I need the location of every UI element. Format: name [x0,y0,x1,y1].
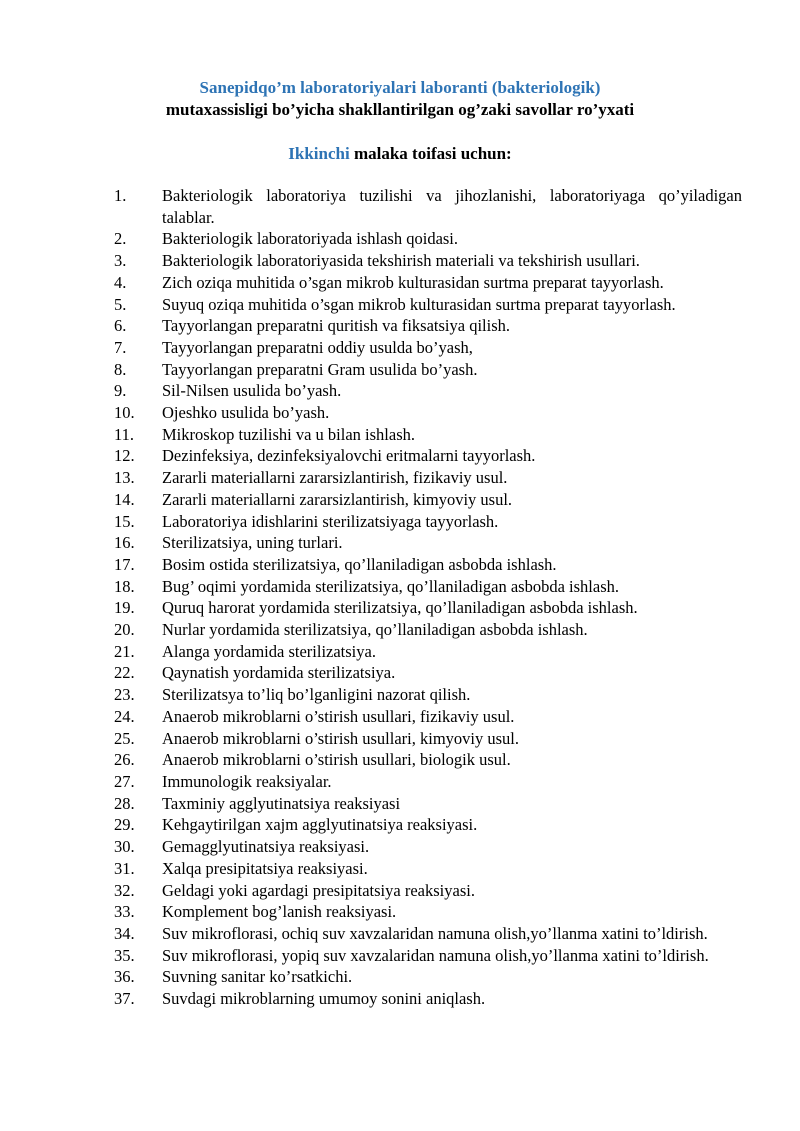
list-item-text: Suv mikroflorasi, yopiq suv xavzalaridan namuna olish,yo’llanma xatini to’ldirish. [162,945,709,965]
list-item [0,489,800,511]
list-item-number: 13. [114,468,135,488]
list-item [0,250,800,272]
category-heading-highlight: Ikkinchi [288,144,350,163]
list-item-number: 29. [114,815,135,835]
list-item [0,359,800,381]
list-item-text: Bosim ostida sterilizatsiya, qo’llaniladigan asbobda ishlash. [162,554,557,574]
list-item [0,337,800,359]
list-item-text: Zararli materiallarni zararsizlantirish, fizikaviy usul. [162,468,508,488]
list-item-text: Suvning sanitar ko’rsatkichi. [162,967,353,987]
list-item [0,641,800,663]
list-item [0,793,800,815]
list-item [0,662,800,684]
list-item-number: 15. [114,511,135,531]
list-item-text: Ojeshko usulida bo’yash. [162,403,330,423]
list-item [0,619,800,641]
list-item-text: Anaerob mikroblarni o’stirish usullari, biologik usul. [162,750,511,770]
list-item-number: 33. [114,902,135,922]
list-item-number: 36. [114,967,135,987]
list-item-text: Sterilizatsya to’liq bo’lganligini nazorat qilish. [162,685,471,705]
list-item [0,294,800,316]
list-item-text: Qaynatish yordamida sterilizatsiya. [162,663,396,683]
list-item [0,228,800,250]
list-item-number: 26. [114,750,135,770]
list-item-text: Kehgaytirilgan xajm agglyutinatsiya reaksiyasi. [162,815,478,835]
list-item [0,880,800,902]
list-item [0,836,800,858]
list-item-number: 23. [114,685,135,705]
list-item [0,684,800,706]
list-item-number: 4. [114,272,127,292]
list-item-number: 31. [114,858,135,878]
list-item-text: Tayyorlangan preparatni quritish va fiksatsiya qilish. [162,316,511,336]
list-item [0,554,800,576]
list-item-number: 35. [114,945,135,965]
list-item [0,185,800,228]
list-item [0,380,800,402]
list-item-text: Bakteriologik laboratoriyasida tekshirish materiali va tekshirish usullari. [162,251,640,271]
list-item [0,424,800,446]
list-item-text: Suv mikroflorasi, ochiq suv xavzalaridan namuna olish,yo’llanma xatini to’ldirish. [162,923,708,943]
list-item-text: Anaerob mikroblarni o’stirish usullari, kimyoviy usul. [162,728,520,748]
category-heading [0,143,800,165]
list-item-number: 12. [114,446,135,466]
list-item-number: 10. [114,403,135,423]
list-item-text: Anaerob mikroblarni o’stirish usullari, fizikaviy usul. [162,706,515,726]
list-item-text: Suyuq oziqa muhitida o’sgan mikrob kulturasidan surtma preparat tayyorlash. [162,294,676,314]
list-item-number: 22. [114,663,135,683]
list-item [0,445,800,467]
list-item-number: 11. [114,424,135,444]
list-item-text: Sterilizatsiya, uning turlari. [162,533,343,553]
list-item-text: Mikroskop tuzilishi va u bilan ishlash. [162,424,415,444]
list-item-number: 24. [114,706,135,726]
list-item-text: Suvdagi mikroblarning umumoy sonini aniqlash. [162,989,486,1009]
list-item-text: Zich oziqa muhitida o’sgan mikrob kulturasidan surtma preparat tayyorlash. [162,272,664,292]
list-item-number: 16. [114,533,135,553]
list-item-number: 6. [114,316,127,336]
list-item-text: Alanga yordamida sterilizatsiya. [162,641,376,661]
list-item-text: Tayyorlangan preparatni oddiy usulda bo’yash, [162,337,473,357]
list-item-number: 27. [114,771,135,791]
list-item [0,858,800,880]
list-item-text: Bakteriologik laboratoriya tuzilishi va jihozlanishi, laboratoriyaga qo’yiladigan talablar. [162,186,742,227]
list-item-text: Xalqa presipitatsiya reaksiyasi. [162,858,368,878]
list-item-number: 9. [114,381,127,401]
list-item-number: 14. [114,489,135,509]
list-item-number: 19. [114,598,135,618]
list-item-text: Bakteriologik laboratoriyada ishlash qoidasi. [162,229,459,249]
list-item-text: Immunologik reaksiyalar. [162,771,332,791]
list-item [0,728,800,750]
list-item-number: 3. [114,251,127,271]
list-item [0,576,800,598]
list-item [0,532,800,554]
list-item [0,901,800,923]
list-item-text: Tayyorlangan preparatni Gram usulida bo’yash. [162,359,478,379]
list-item-text: Taxminiy agglyutinatsiya reaksiyasi [162,793,401,813]
list-item-number: 32. [114,880,135,900]
list-item-text: Geldagi yoki agardagi presipitatsiya reaksiyasi. [162,880,475,900]
list-item [0,511,800,533]
list-item [0,923,800,945]
list-item [0,467,800,489]
list-item-number: 8. [114,359,127,379]
list-item-number: 30. [114,837,135,857]
list-item-number: 18. [114,576,135,596]
list-item-text: Laboratoriya idishlarini sterilizatsiyaga tayyorlash. [162,511,499,531]
list-item-text: Zararli materiallarni zararsizlantirish, kimyoviy usul. [162,489,513,509]
list-item-number: 34. [114,923,135,943]
list-item-text: Dezinfeksiya, dezinfeksiyalovchi eritmalarni tayyorlash. [162,446,536,466]
list-item [0,402,800,424]
list-item [0,315,800,337]
list-item-text: Nurlar yordamida sterilizatsiya, qo’llaniladigan asbobda ishlash. [162,620,588,640]
list-item-number: 2. [114,229,127,249]
list-item-number: 5. [114,294,127,314]
list-item [0,272,800,294]
list-item-text: Sil-Nilsen usulida bo’yash. [162,381,342,401]
list-item [0,597,800,619]
list-item [0,988,800,1010]
document-title-line-2: mutaxassisligi bo’yicha shakllantirilgan og’zaki savollar ro’yxati [165,100,635,119]
list-item-number: 37. [114,989,135,1009]
list-item [0,814,800,836]
list-item-number: 25. [114,728,135,748]
list-item-number: 1. [114,186,127,205]
category-heading-rest: malaka toifasi uchun: [349,144,512,163]
list-item [0,771,800,793]
list-item [0,749,800,771]
list-item [0,945,800,967]
list-item-number: 20. [114,620,135,640]
question-list [0,185,800,1010]
list-item [0,706,800,728]
list-item-number: 28. [114,793,135,813]
list-item-number: 21. [114,641,135,661]
document-title-line-1: Sanepidqo’m laboratoriyalari laboranti (bakteriologik) [199,78,601,97]
list-item-number: 7. [114,337,127,357]
list-item-text: Gemagglyutinatsiya reaksiyasi. [162,837,370,857]
list-item-text: Komplement bog’lanish reaksiyasi. [162,902,397,922]
list-item-text: Quruq harorat yordamida sterilizatsiya, qo’llaniladigan asbobda ishlash. [162,598,638,618]
list-item-text: Bug’ oqimi yordamida sterilizatsiya, qo’llaniladigan asbobda ishlash. [162,576,620,596]
list-item [0,966,800,988]
list-item-number: 17. [114,554,135,574]
